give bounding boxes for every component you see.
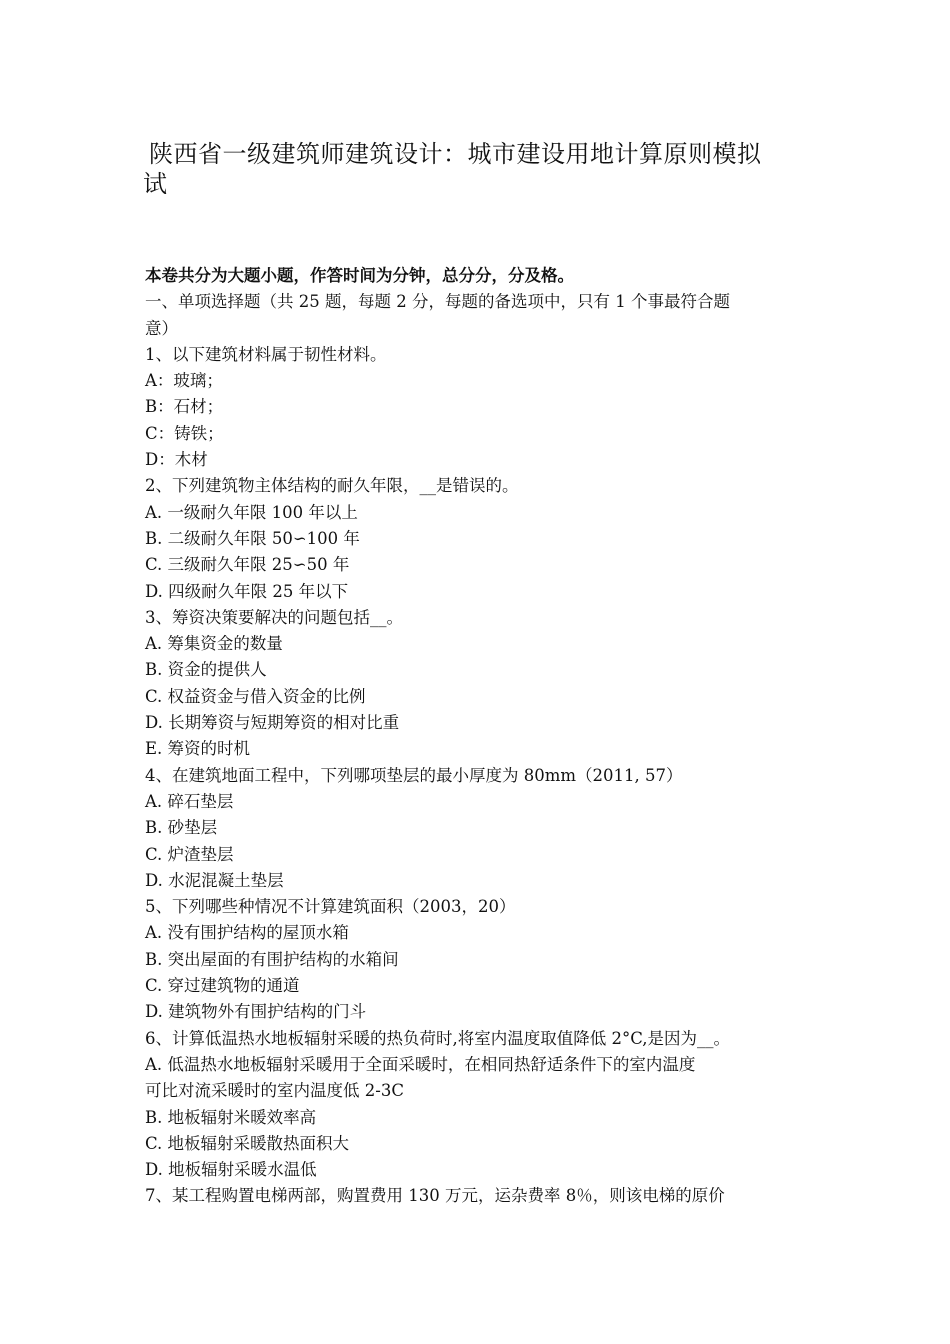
section-heading-line-1: 一、单项选择题（共 25 题，每题 2 分，每题的备选项中，只有 1 个事最符合题: [145, 292, 730, 312]
question-option: B：石材；: [145, 397, 224, 417]
question-option: D：木材: [145, 450, 208, 470]
question-option: B. 地板辐射米暖效率高: [145, 1107, 317, 1127]
question-option: D. 水泥混凝土垫层: [145, 870, 284, 890]
question-option: C. 炉渣垫层: [145, 844, 234, 864]
question-option: A. 低温热水地板辐射采暖用于全面采暖时，在相同热舒适条件下的室内温度: [145, 1054, 696, 1074]
question-option: A. 碎石垫层: [145, 791, 234, 811]
question-option: C. 权益资金与借入资金的比例: [145, 686, 366, 706]
question-option: D. 建筑物外有围护结构的门斗: [145, 1002, 367, 1022]
question-option: E. 筹资的时机: [145, 739, 251, 759]
question-option: D. 四级耐久年限 25 年以下: [145, 581, 349, 601]
question-option: C：铸铁；: [145, 423, 224, 443]
question-option: B. 二级耐久年限 50∽100 年: [145, 528, 360, 548]
question-stem: 2、下列建筑物主体结构的耐久年限，__是错误的。: [145, 476, 519, 496]
question-option: A：玻璃；: [145, 371, 223, 391]
question-list: [145, 342, 815, 1210]
question-stem: 4、在建筑地面工程中，下列哪项垫层的最小厚度为 80mm（2011, 57）: [145, 765, 683, 785]
title-line-2: 试: [143, 170, 168, 198]
exam-intro: 本卷共分为大题小题，作答时间为分钟，总分分，分及格。: [145, 266, 574, 285]
question-stem: 7、某工程购置电梯两部，购置费用 130 万元，运杂费率 8％，则该电梯的原价: [145, 1186, 725, 1206]
question-option: B. 砂垫层: [145, 818, 218, 838]
question-option: C. 地板辐射采暖散热面积大: [145, 1133, 350, 1153]
question-option: B. 资金的提供人: [145, 660, 267, 680]
title-line-1: 陕西省一级建筑师建筑设计：城市建设用地计算原则模拟: [149, 140, 762, 168]
question-option: C. 三级耐久年限 25∽50 年: [145, 555, 350, 575]
question-option: D. 地板辐射采暖水温低: [145, 1160, 317, 1180]
question-option: D. 长期筹资与短期筹资的相对比重: [145, 713, 400, 733]
question-stem: 6、计算低温热水地板辐射采暖的热负荷时,将室内温度取值降低 2°C,是因为__。: [145, 1028, 731, 1048]
question-stem: 3、筹资决策要解决的问题包括__。: [145, 607, 403, 627]
question-stem: 1、以下建筑材料属于韧性材料。: [145, 344, 387, 364]
question-option: A. 一级耐久年限 100 年以上: [145, 502, 358, 522]
page-title: [143, 139, 823, 199]
question-option: A. 没有围护结构的屋顶水箱: [145, 923, 349, 943]
question-option: C. 穿过建筑物的通道: [145, 976, 300, 996]
question-option: 可比对流采暖时的室内温度低 2-3C: [145, 1081, 404, 1101]
question-stem: 5、下列哪些种情况不计算建筑面积（2003，20）: [145, 897, 516, 917]
section-heading-line-2: 意）: [145, 318, 178, 338]
document-body: [145, 263, 815, 1210]
question-option: A. 筹集资金的数量: [145, 634, 283, 654]
question-option: B. 突出屋面的有围护结构的水箱间: [145, 949, 399, 969]
